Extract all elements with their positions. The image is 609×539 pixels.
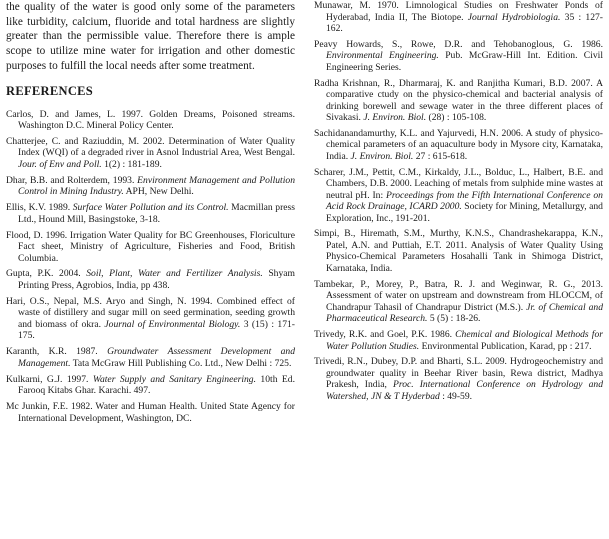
reference-details: Tata McGraw Hill Publishing Co. Ltd., New Delhi : 725.	[70, 357, 292, 369]
reference-details: 27 : 615-618.	[413, 150, 468, 162]
reference-details: Society for Mining, Metallurgy, and Exploration, Inc., 191-201.	[326, 201, 603, 224]
reference-entry	[314, 228, 603, 274]
reference-text: Scharer, J.M., Pettit, C.M., Kirkaldy, J.L., Bolduc, L., Halbert, B.E. and Chambers, D.B. 2000. Leaching of metals from sulphide mine wastes at neutral pH. In:	[314, 166, 603, 201]
reference-text: Carlos, D. and James, L. 1997. Golden Dreams, Poisoned streams. Washington D.C. Mineral Policy Center.	[6, 108, 295, 132]
reference-entry	[314, 128, 603, 163]
reference-text: Flood, D. 1996. Irrigation Water Quality for BC Greenhouses, Floriculture Fact sheet, Ministry of Agriculture, Fisheries and Food, British Columbia.	[6, 229, 295, 264]
reference-entry	[314, 78, 603, 124]
reference-details: Shyam Printing Press, Agrobios, India, pp 438.	[18, 268, 295, 291]
reference-entry	[6, 268, 295, 291]
reference-entry	[6, 109, 295, 132]
reference-text: Trivedy, R.K. and Goel, P.K. 1986.	[314, 329, 456, 341]
reference-entry	[314, 167, 603, 225]
reference-source-title: Proceedings from the Fifth International Conference on Acid Rock Drainage, ICARD 2000.	[326, 189, 603, 213]
reference-details: 35 : 127-162.	[326, 11, 604, 34]
reference-entry	[6, 401, 295, 424]
reference-text: Gupta, P.K. 2004.	[6, 268, 87, 280]
right-column	[314, 0, 603, 407]
reference-details: Environmental Publication, Karad, pp : 217.	[419, 340, 592, 352]
reference-source-title: Environmental Engineering.	[326, 50, 439, 62]
reference-text: Simpi, B., Hiremath, S.M., Murthy, K.N.S., Chandrashekarappa, K.N., Patel, A.N. and Puttiah, E.T. 2011. Analysis of Water Quality Using Physico-Chemical Parameters Hosahalli Tank in Shimoga District, Karnataka, India.	[314, 228, 603, 274]
reference-details: Macmillan press Ltd., Hound Mill, Basingstoke, 3-18.	[18, 202, 295, 225]
reference-text: Hari, O.S., Nepal, M.S. Aryo and Singh, N. 1994. Combined effect of waste of distillery and sugar mill on seed germination, seeding growth and biomass of okra.	[6, 295, 295, 330]
conclusion-paragraph: the quality of the water is good only some of the parameters like turbidity, calcium, fluoride and total hardness are slightly greater than the permissible value. Therefore there is ample scope to utilize mine water for irrigation and other domestic purposes to fulfill the local needs after some treatment.	[6, 1, 295, 72]
reference-source-title: Jr. of Chemical and Pharmaceutical Research.	[326, 301, 603, 325]
reference-text: Dhar, B.B. and Rolterdem, 1993.	[6, 174, 138, 186]
reference-source-title: Chemical and Biological Methods for Water Pollution Studies.	[326, 329, 603, 352]
reference-entry	[6, 346, 295, 369]
reference-details: 5 (5) : 18-26.	[427, 313, 481, 325]
reference-source-title: J. Environ. Biol.	[363, 112, 427, 124]
reference-source-title: Groundwater Assessment Development and Management.	[18, 346, 295, 369]
reference-source-title: Journal of Environmental Biology.	[104, 318, 241, 330]
reference-source-title: Journal Hydrobiologia.	[467, 11, 561, 23]
reference-entry	[314, 356, 603, 402]
reference-details: 10th Ed. Farooq Kitabs Ghar. Karachi. 497.	[18, 373, 295, 397]
reference-details: 3 (15) : 171-175.	[18, 318, 295, 342]
reference-details: 1(2) : 181-189.	[101, 158, 162, 170]
reference-details: (28) : 105-108.	[426, 112, 487, 124]
reference-entry	[6, 136, 295, 171]
reference-text: Mc Junkin, F.E. 1982. Water and Human Health. United State Agency for International Development, Washington, DC.	[6, 401, 295, 424]
reference-entry	[314, 279, 603, 325]
right-reference-list	[314, 0, 603, 402]
reference-text: Radha Krishnan, R., Dharmaraj, K. and Ranjitha Kumari, B.D. 2007. A comparative ctudy on the physico-chemical and bacterial analysis of drinking borewell and sewage water in the three different places of Sivakasi.	[314, 77, 603, 124]
reference-entry	[6, 296, 295, 342]
reference-text: Peavy Howards, S., Rowe, D.R. and Tehobanoglous, G. 1986.	[314, 38, 603, 50]
reference-details: Pub. McGraw-Hill Int. Edition. Civil Engineering Series.	[326, 50, 604, 73]
reference-source-title: Soil, Plant, Water and Fertilizer Analysis.	[86, 268, 263, 280]
reference-details: : 49-59.	[439, 390, 473, 402]
reference-source-title: J. Environ. Biol.	[350, 150, 414, 162]
reference-entry	[6, 175, 295, 198]
reference-entry	[314, 39, 603, 74]
reference-source-title: Proc. International Conference on Hydrology and Watershed, JN & T Hyderbad	[326, 379, 603, 402]
reference-text: Chatterjee, C. and Raziuddin, M. 2002. Determination of Water Quality Index (WQI) of a degraded river in Asnol Industrial Area, West Bengal.	[6, 135, 295, 159]
reference-entry	[6, 374, 295, 397]
left-column	[6, 0, 295, 428]
reference-text: Ellis, K.V. 1989.	[6, 202, 73, 214]
left-reference-list	[6, 109, 295, 425]
reference-details: APH, New Delhi.	[123, 186, 194, 198]
reference-text: Kulkarni, G.J. 1997.	[6, 373, 93, 385]
reference-text: Tambekar, P., Morey, P., Batra, R. J. and Weginwar, R. G., 2013. Assessment of water on upstream and downstream from HLOCCM, of Chandrapur Tahasil of Chandrapur District (M.S.).	[314, 278, 603, 313]
reference-text: Karanth, K.R. 1987.	[6, 346, 108, 358]
reference-source-title: Surface Water Pollution and its Control.	[72, 202, 229, 214]
reference-entry	[6, 230, 295, 265]
reference-source-title: Water Supply and Sanitary Engineering.	[92, 373, 256, 385]
reference-entry	[314, 0, 603, 35]
reference-source-title: Environment Management and Pollution Control in Mining Industry.	[18, 174, 295, 198]
reference-text: Munawar, M. 1970. Limnological Studies on Freshwater Ponds of Hyderabad, India II, The Biotope.	[314, 0, 603, 23]
reference-text: Trivedi, R.N., Dubey, D.P. and Bharti, S.L. 2009. Hydrogeochemistry and groundwater quality in Beehar River basin, Rewa district, Madhya Prakesh, India,	[314, 356, 603, 391]
reference-source-title: Jour. of Env and Poll.	[18, 158, 102, 170]
reference-entry	[6, 202, 295, 225]
references-heading: REFERENCES	[6, 83, 94, 98]
reference-text: Sachidanandamurthy, K.L. and Yajurvedi, H.N. 2006. A study of physico-chemical parameters of an aquaculture body in Mysore city, Karnataka, India.	[314, 127, 603, 162]
reference-entry	[314, 329, 603, 352]
